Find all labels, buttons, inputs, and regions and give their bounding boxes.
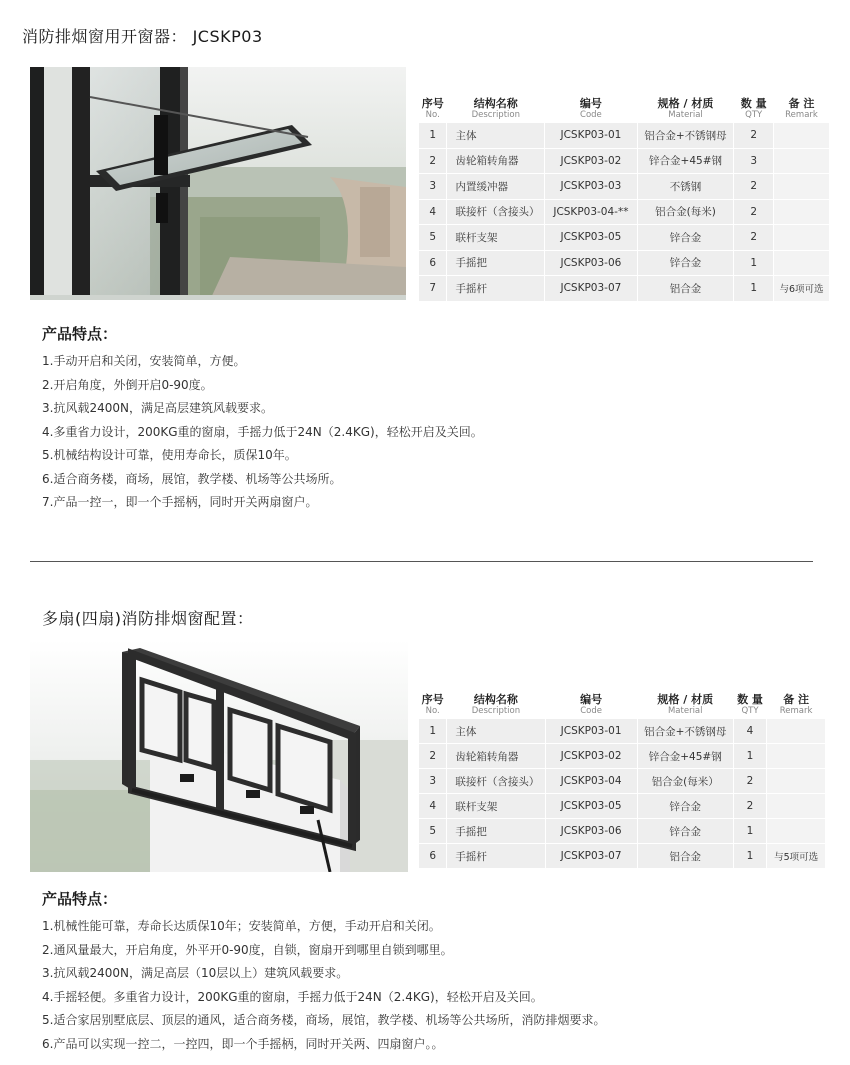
cell-code: JCSKP03-04	[546, 769, 637, 793]
cell-no: 7	[419, 276, 446, 301]
cell-no: 6	[419, 844, 446, 868]
section-divider	[30, 561, 813, 562]
cell-code: JCSKP03-05	[545, 225, 637, 250]
cell-material: 铝合金	[638, 844, 733, 868]
cell-name: 内置缓冲器	[447, 174, 544, 199]
cell-code: JCSKP03-06	[546, 819, 637, 843]
feature-item: 3.抗风载2400N，满足高层建筑风载要求。	[42, 401, 273, 415]
cell-material: 铝合金+不锈钢母	[638, 719, 733, 743]
table-row	[419, 149, 829, 174]
cell-no: 5	[419, 819, 446, 843]
cell-material: 锌合金+45#钢	[638, 149, 734, 174]
cell-remark	[767, 819, 825, 843]
feature-item: 5.机械结构设计可靠，使用寿命长，质保10年。	[42, 448, 297, 462]
cell-qty: 2	[734, 123, 773, 148]
cell-remark: 与6项可选	[774, 276, 829, 301]
cell-name: 联接杆（含接头）	[447, 200, 544, 225]
cell-qty: 4	[734, 719, 766, 743]
table-row	[419, 769, 825, 793]
cell-remark	[767, 719, 825, 743]
cell-qty: 1	[734, 276, 773, 301]
cell-material: 锌合金+45#钢	[638, 744, 733, 768]
cell-remark	[767, 769, 825, 793]
cell-no: 1	[419, 123, 446, 148]
spec-table-1	[418, 93, 830, 302]
table-row	[419, 844, 825, 868]
table-row	[419, 251, 829, 276]
header-no: 序号 No.	[419, 94, 446, 122]
cell-no: 3	[419, 174, 446, 199]
feature-item: 6.产品可以实现一控二，一控四，即一个手摇柄，同时开关两、四扇窗户。。	[42, 1036, 444, 1051]
four-leaf-window-photo	[30, 640, 408, 872]
section2-title: 多扇(四扇)消防排烟窗配置：	[42, 609, 254, 628]
features-list-1	[42, 350, 483, 515]
feature-item: 4.多重省力设计，200KG重的窗扇，手摇力低于24N（2.4KG)，轻松开启及关回。	[42, 424, 483, 439]
cell-qty: 2	[734, 769, 766, 793]
cell-material: 铝合金(每米)	[638, 200, 734, 225]
table-row	[419, 744, 825, 768]
cell-code: JCSKP03-07	[545, 276, 637, 301]
cell-name: 主体	[447, 719, 544, 743]
header-qty: 数 量 QTY	[734, 94, 773, 122]
feature-item: 2.开启角度，外倒开启0-90度。	[42, 377, 213, 392]
cell-qty: 2	[734, 794, 766, 818]
header-material: 规格 / 材质 Material	[638, 94, 734, 122]
feature-item: 3.抗风载2400N，满足高层（10层以上）建筑风载要求。	[42, 966, 349, 980]
header-remark: 备 注 Remark	[767, 690, 825, 718]
cell-qty: 1	[734, 744, 766, 768]
cell-no: 4	[419, 794, 446, 818]
cell-name: 齿轮箱转角器	[447, 744, 544, 768]
cell-name: 主体	[447, 123, 544, 148]
header-code: 编号 Code	[546, 690, 637, 718]
cell-material: 锌合金	[638, 794, 733, 818]
cell-material: 铝合金	[638, 276, 734, 301]
cell-no: 2	[419, 744, 446, 768]
cell-remark	[774, 251, 829, 276]
cell-code: JCSKP03-05	[546, 794, 637, 818]
feature-item: 5.适合家居别墅底层、顶层的通风，适合商务楼，商场，展馆，教学楼、机场等公共场所，消防排烟要求。	[42, 1013, 606, 1027]
cell-remark	[767, 794, 825, 818]
cell-qty: 3	[734, 149, 773, 174]
spec-table-2	[418, 689, 826, 869]
cell-no: 4	[419, 200, 446, 225]
cell-remark	[774, 123, 829, 148]
table-row	[419, 819, 825, 843]
feature-item: 7.产品一控一，即一个手摇柄，同时开关两扇窗户。	[42, 495, 318, 509]
feature-item: 6.适合商务楼，商场，展馆，教学楼、机场等公共场所。	[42, 471, 342, 486]
cell-name: 手摇把	[447, 251, 544, 276]
header-no: 序号 No.	[419, 690, 446, 718]
cell-remark	[767, 744, 825, 768]
cell-qty: 2	[734, 174, 773, 199]
header-description: 结构名称 Description	[447, 94, 544, 122]
table-row	[419, 276, 829, 301]
table-row	[419, 174, 829, 199]
cell-code: JCSKP03-04-**	[545, 200, 637, 225]
cell-material: 铝合金(每米）	[638, 769, 733, 793]
features-title-2: 产品特点：	[42, 890, 118, 908]
cell-name: 齿轮箱转角器	[447, 149, 544, 174]
cell-name: 联杆支架	[447, 794, 544, 818]
features-list-2	[42, 915, 605, 1056]
cell-qty: 1	[734, 844, 766, 868]
cell-remark	[774, 225, 829, 250]
features-title-1: 产品特点：	[42, 325, 118, 343]
feature-item: 4.手摇轻便。多重省力设计，200KG重的窗扇，手摇力低于24N（2.4KG)，轻松开启及关回。	[42, 989, 543, 1004]
table-row	[419, 794, 825, 818]
cell-material: 锌合金	[638, 251, 734, 276]
cell-material: 锌合金	[638, 225, 734, 250]
cell-qty: 1	[734, 819, 766, 843]
cell-material: 锌合金	[638, 819, 733, 843]
cell-no: 6	[419, 251, 446, 276]
feature-item: 1.机械性能可靠，寿命长达质保10年；安装简单，方便，手动开启和关闭。	[42, 919, 441, 933]
cell-no: 1	[419, 719, 446, 743]
cell-no: 5	[419, 225, 446, 250]
cell-code: JCSKP03-01	[546, 719, 637, 743]
cell-name: 手摇把	[447, 819, 544, 843]
window-opener-photo	[30, 67, 406, 300]
cell-name: 手摇杆	[447, 276, 544, 301]
cell-no: 3	[419, 769, 446, 793]
cell-qty: 2	[734, 200, 773, 225]
cell-qty: 2	[734, 225, 773, 250]
table-row	[419, 719, 825, 743]
table-row	[419, 225, 829, 250]
feature-item: 1.手动开启和关闭，安装简单，方便。	[42, 354, 246, 368]
header-material: 规格 / 材质 Material	[638, 690, 733, 718]
cell-qty: 1	[734, 251, 773, 276]
cell-name: 联接杆（含接头）	[447, 769, 544, 793]
header-qty: 数 量 QTY	[734, 690, 766, 718]
table-row	[419, 200, 829, 225]
cell-name: 联杆支架	[447, 225, 544, 250]
cell-remark	[774, 174, 829, 199]
cell-material: 铝合金+不锈钢母	[638, 123, 734, 148]
cell-remark	[774, 149, 829, 174]
cell-no: 2	[419, 149, 446, 174]
cell-code: JCSKP03-07	[546, 844, 637, 868]
cell-code: JCSKP03-02	[545, 149, 637, 174]
cell-remark: 与5项可选	[767, 844, 825, 868]
cell-code: JCSKP03-03	[545, 174, 637, 199]
cell-code: JCSKP03-01	[545, 123, 637, 148]
cell-code: JCSKP03-06	[545, 251, 637, 276]
section1-title: 消防排烟窗用开窗器： JCSKP03	[22, 27, 263, 46]
cell-material: 不锈钢	[638, 174, 734, 199]
feature-item: 2.通风量最大，开启角度，外平开0-90度，自锁，窗扇开到哪里自锁到哪里。	[42, 942, 453, 957]
header-code: 编号 Code	[545, 94, 637, 122]
header-remark: 备 注 Remark	[774, 94, 829, 122]
cell-code: JCSKP03-02	[546, 744, 637, 768]
cell-name: 手摇杆	[447, 844, 544, 868]
table-row	[419, 123, 829, 148]
cell-remark	[774, 200, 829, 225]
header-description: 结构名称 Description	[447, 690, 544, 718]
